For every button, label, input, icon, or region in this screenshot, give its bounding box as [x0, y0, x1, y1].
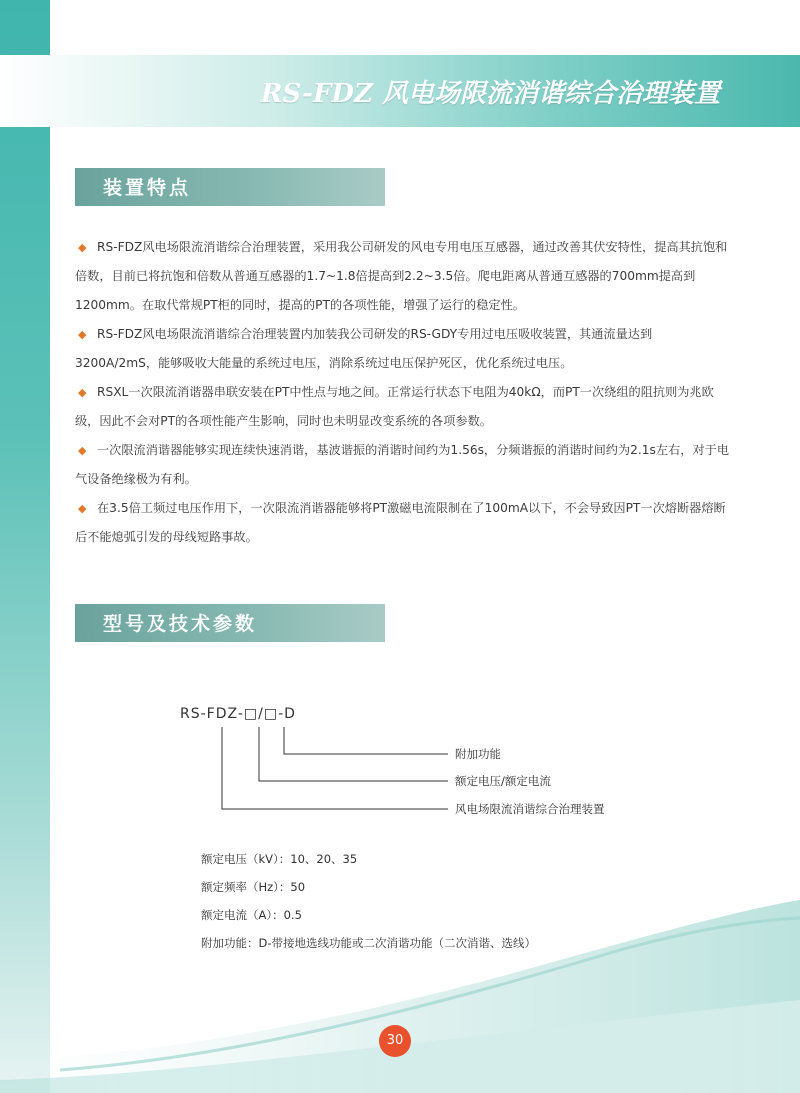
- bracket-line-function: [284, 727, 448, 754]
- diamond-bullet-icon: ◆: [78, 444, 87, 457]
- section-heading-features-label: 装置特点: [103, 177, 192, 199]
- feature-paragraph: ◆ RS-FDZ风电场限流消谐综合治理装置内加装我公司研发的RS-GDY专用过电压吸收装置，其通流量达到3200A/2mS，能够吸收大能量的系统过电压，消除系统过电压保护死区，优化系统过电压。: [75, 320, 735, 378]
- param-additional-function: 附加功能：D-带接地选线功能或二次消谐功能（二次消谐、选线）: [201, 936, 537, 950]
- param-rated-frequency: 额定频率（Hz）：50: [201, 880, 306, 894]
- feature-paragraph: ◆ RS-FDZ风电场限流消谐综合治理装置，采用我公司研发的风电专用电压互感器，通过改善其伏安特性，提高其抗饱和倍数，目前已将抗饱和倍数从普通互感器的1.7~1.8倍提高到2.2~3.5倍。爬电距离从普通互感器的700mm提高到1200mm。在取代常规PT柜的同时，提高的PT的各项性能，增强了运行的稳定性。: [75, 233, 735, 320]
- feature-paragraph: ◆ RSXL一次限流消谐器串联安装在PT中性点与地之间。正常运行状态下电阻为40kΩ，而PT一次绕组的阻抗则为兆欧级，因此不会对PT的各项性能产生影响，同时也未明显改变系统的各项参数。: [75, 378, 735, 436]
- bottom-wave-decoration: [0, 880, 800, 1093]
- feature-paragraph: ◆ 在3.5倍工频过电压作用下，一次限流消谐器能够将PT激磁电流限制在了100mA以下，不会导致因PT一次熔断器熔断后不能熄弧引发的母线短路事故。: [75, 494, 735, 552]
- param-rated-current: 额定电流（A）：0.5: [201, 908, 302, 922]
- bracket-line-device: [222, 727, 448, 809]
- model-code: RS-FDZ-□/□-D: [180, 706, 296, 722]
- diamond-bullet-icon: ◆: [78, 328, 87, 341]
- page-title: RS-FDZ 风电场限流消谐综合治理装置: [260, 79, 720, 109]
- diamond-bullet-icon: ◆: [78, 386, 87, 399]
- model-label-device: 风电场限流消谐综合治理装置: [455, 802, 605, 816]
- diamond-bullet-icon: ◆: [78, 241, 87, 254]
- feature-paragraph: ◆ 一次限流消谐器能够实现连续快速消谐，基波谐振的消谐时间约为1.56s，分频谐振的消谐时间约为2.1s左右，对于电气设备绝缘极为有利。: [75, 436, 735, 494]
- page-number-badge: 30: [379, 1025, 411, 1057]
- diamond-bullet-icon: ◆: [78, 502, 87, 515]
- model-label-function: 附加功能: [455, 747, 501, 761]
- model-label-rating: 额定电压/额定电流: [455, 774, 551, 788]
- section-heading-specs-label: 型号及技术参数: [103, 613, 258, 635]
- param-rated-voltage: 额定电压（kV）：10、20、35: [201, 852, 358, 866]
